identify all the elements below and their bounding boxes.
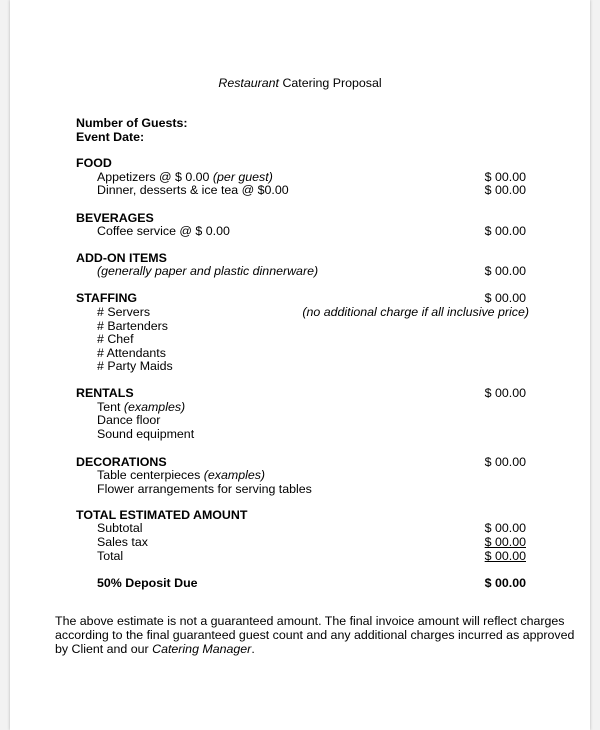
staffing-item-bartenders: # Bartenders — [97, 319, 168, 333]
rentals-heading: RENTALS — [76, 386, 134, 400]
rentals-item-sound: Sound equipment — [97, 427, 195, 441]
subtotal-amount: $ 00.00 — [484, 521, 526, 535]
staffing-item-party-maids: # Party Maids — [97, 359, 173, 373]
decorations-item-flowers: Flower arrangements for serving tables — [97, 482, 312, 496]
guests-label: Number of Guests: — [76, 116, 188, 130]
staffing-item-attendants: # Attendants — [97, 346, 166, 360]
staffing-note: (no additional charge if all inclusive price) — [302, 305, 529, 319]
decorations-amount: $ 00.00 — [484, 455, 526, 469]
sales-tax-label: Sales tax — [97, 535, 148, 549]
document-page — [10, 0, 590, 730]
decorations-item-centerpieces: Table centerpieces (examples) — [97, 468, 266, 482]
disclaimer-paragraph — [55, 614, 575, 656]
rentals-item-dance-floor: Dance floor — [97, 413, 161, 427]
decorations-heading: DECORATIONS — [76, 455, 167, 469]
staffing-amount: $ 00.00 — [484, 291, 526, 305]
disclaimer-line-3: by Client and our Catering Manager. — [55, 642, 255, 656]
food-item-dinner: Dinner, desserts & ice tea @ $0.00 — [97, 183, 289, 197]
food-item-appetizers: Appetizers @ $ 0.00 (per guest) — [97, 170, 273, 184]
addon-item-dinnerware: (generally paper and plastic dinnerware) — [97, 264, 319, 278]
disclaimer-line-2: according to the final guaranteed guest count and any additional charges incurred as approved — [55, 628, 575, 642]
staffing-item-chef: # Chef — [97, 332, 134, 346]
deposit-label: 50% Deposit Due — [97, 576, 198, 590]
beverages-heading: BEVERAGES — [76, 211, 154, 225]
beverages-item-coffee: Coffee service @ $ 0.00 — [97, 224, 230, 238]
food-dinner-amount: $ 00.00 — [484, 183, 526, 197]
event-date-label: Event Date: — [76, 130, 145, 144]
deposit-amount: $ 00.00 — [484, 576, 526, 590]
food-heading: FOOD — [76, 156, 112, 170]
sales-tax-amount: $ 00.00 — [484, 535, 526, 549]
addon-heading: ADD-ON ITEMS — [76, 251, 167, 265]
addon-amount: $ 00.00 — [484, 264, 526, 278]
total-label: Total — [97, 549, 124, 563]
subtotal-label: Subtotal — [97, 521, 143, 535]
document-title: Restaurant Catering Proposal — [218, 76, 382, 90]
staffing-heading: STAFFING — [76, 291, 138, 305]
rentals-amount: $ 00.00 — [484, 386, 526, 400]
disclaimer-line-1: The above estimate is not a guaranteed amount. The final invoice amount will reflect charges — [55, 614, 565, 628]
rentals-item-tent: Tent (examples) — [97, 400, 186, 414]
beverages-coffee-amount: $ 00.00 — [484, 224, 526, 238]
total-amount: $ 00.00 — [484, 549, 526, 563]
total-heading: TOTAL ESTIMATED AMOUNT — [76, 508, 248, 522]
food-appetizers-amount: $ 00.00 — [484, 170, 526, 184]
staffing-item-servers: # Servers — [97, 305, 151, 319]
